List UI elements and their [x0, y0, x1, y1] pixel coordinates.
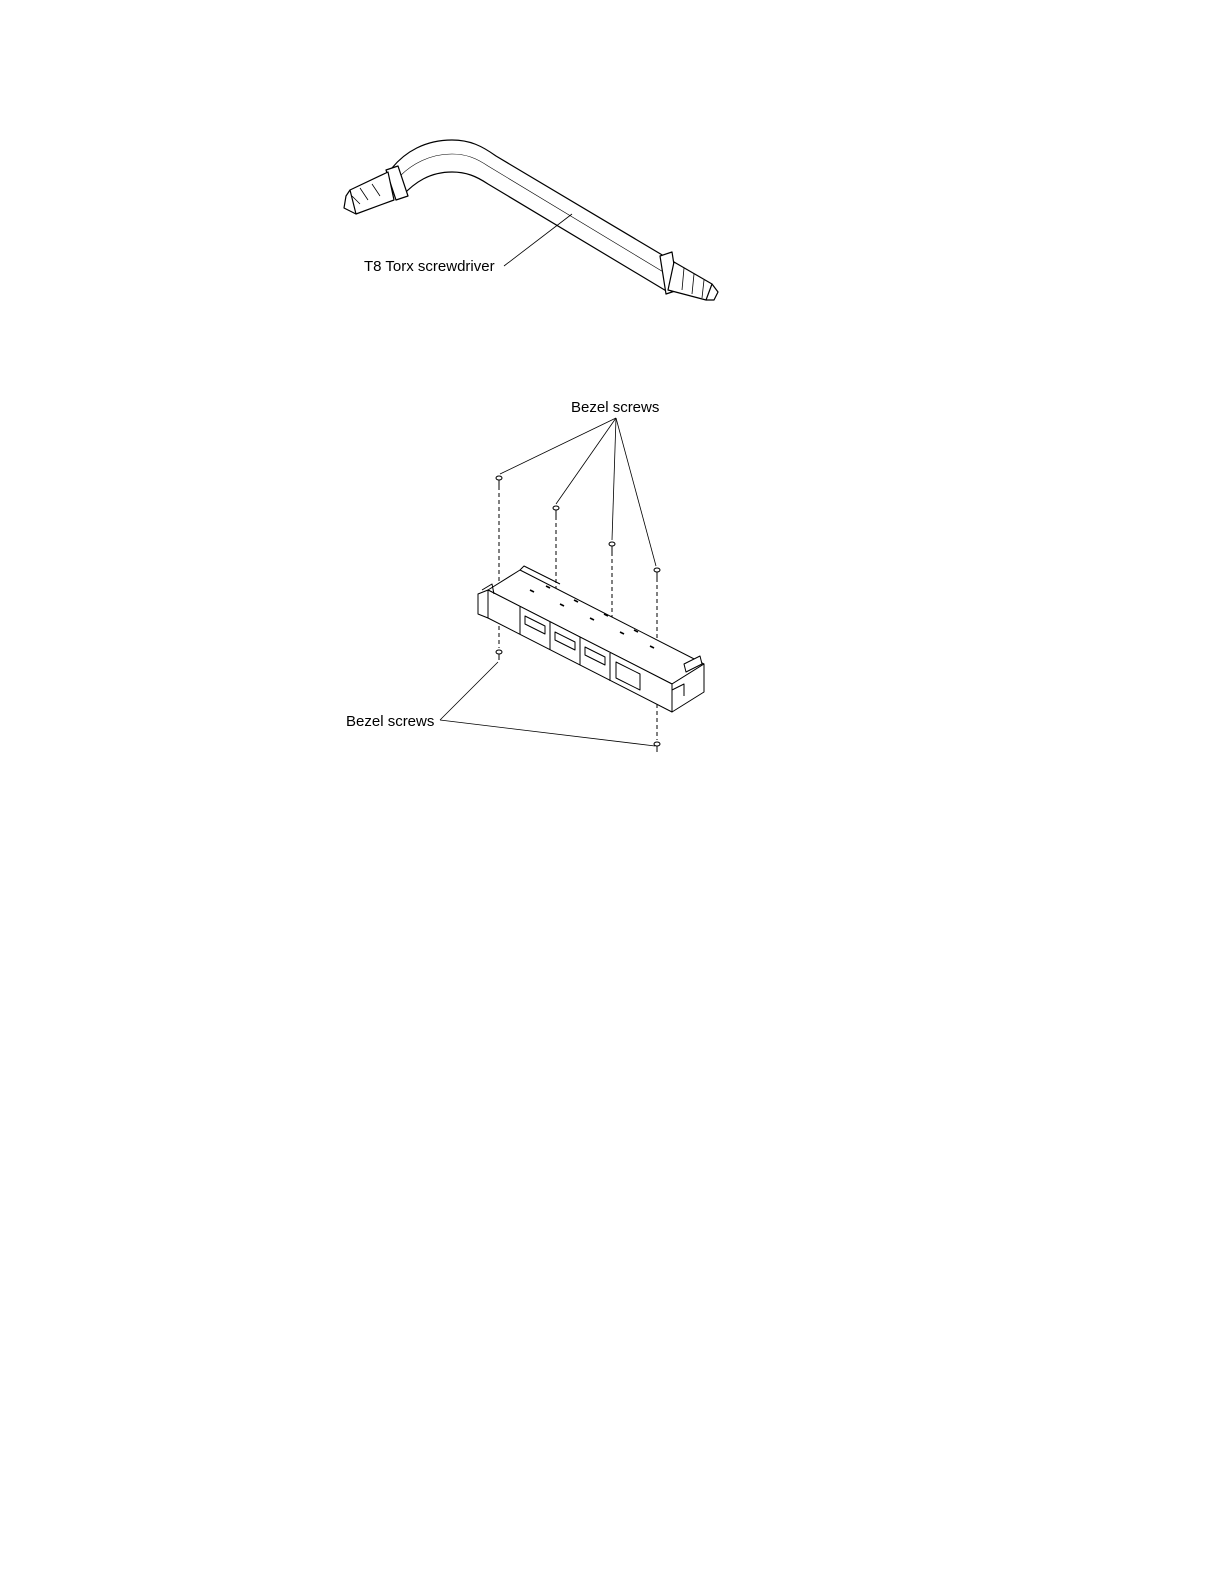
- server-bezel-assembly-icon: [478, 566, 704, 712]
- screw-icon: [496, 476, 502, 486]
- screwdriver-label: T8 Torx screwdriver: [364, 258, 495, 275]
- torx-screwdriver-figure: [344, 140, 718, 300]
- screw-icon: [654, 742, 660, 752]
- screwdriver-leader-line: [504, 214, 572, 266]
- bezel-screws-figure: [346, 399, 704, 752]
- bezel-screws-top-label: Bezel screws: [571, 399, 660, 416]
- top-leader-lines: [500, 418, 656, 566]
- screw-icon: [654, 568, 660, 578]
- torx-screwdriver-icon: [344, 140, 718, 300]
- screw-icon: [609, 542, 615, 552]
- screw-icon: [553, 506, 559, 516]
- screw-icon: [496, 650, 502, 660]
- bezel-screws-bottom-label: Bezel screws: [346, 713, 435, 730]
